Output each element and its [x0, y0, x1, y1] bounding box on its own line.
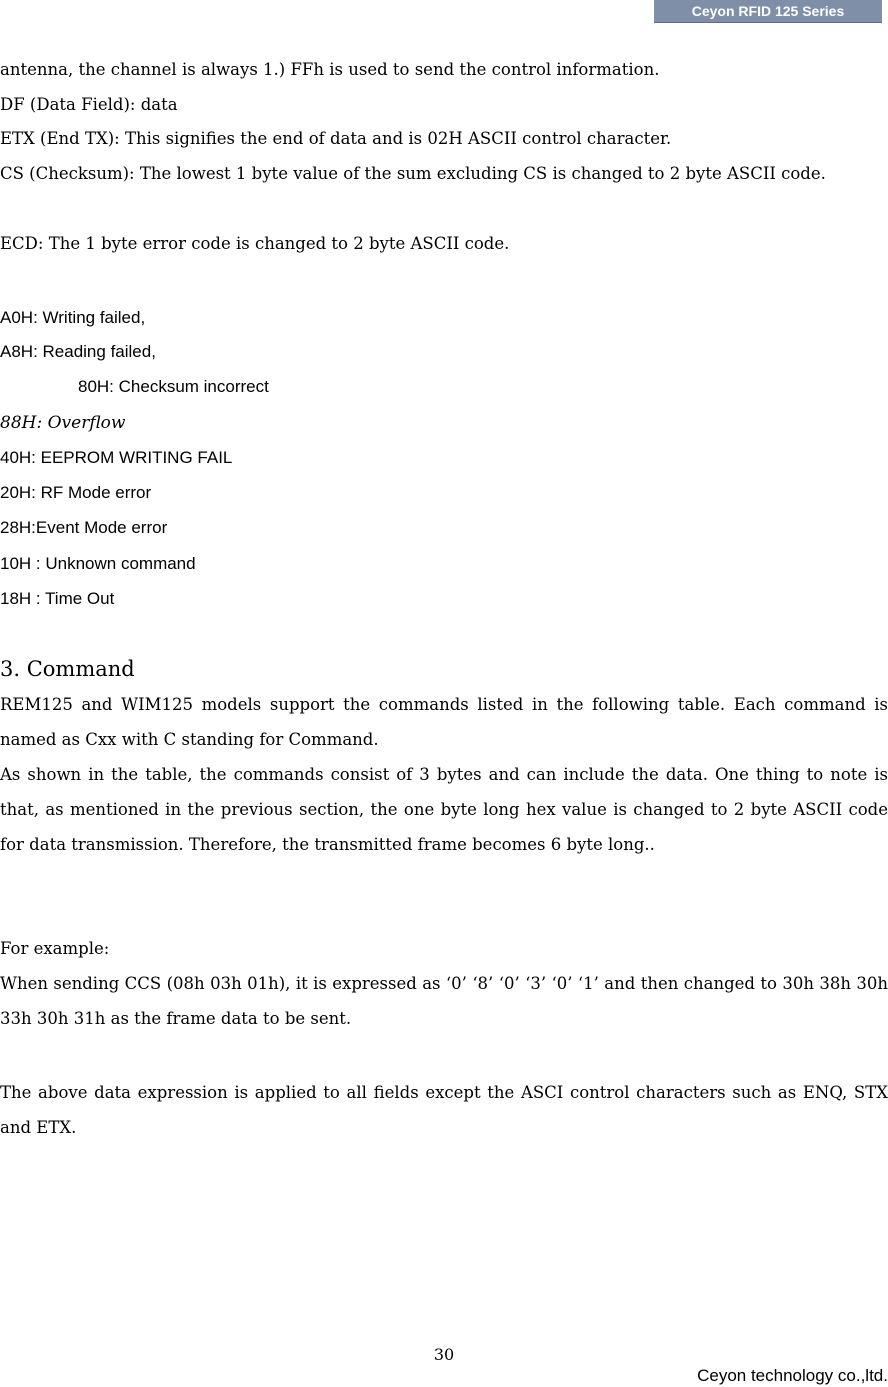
- intro-line-checksum: CS (Checksum): The lowest 1 byte value of the sum excluding CS is changed to 2 byte ASCII code.: [0, 164, 826, 183]
- closing-paragraph: The above data expression is applied to all fields except the ASCI control characters such as ENQ, STX and ETX.: [0, 1083, 888, 1137]
- error-code-20h: 20H: RF Mode error: [0, 483, 152, 502]
- footer-company-name: Ceyon technology co.,ltd.: [697, 1366, 888, 1385]
- intro-line-data-field: DF (Data Field): data: [0, 95, 178, 114]
- error-code-28h: 28H:Event Mode error: [0, 518, 168, 537]
- error-code-80h: 80H: Checksum incorrect: [78, 377, 269, 396]
- error-code-a0h: A0H: Writing failed,: [0, 308, 146, 327]
- section-heading: 3. Command: [0, 657, 135, 681]
- error-code-18h: 18H : Time Out: [0, 589, 115, 608]
- command-paragraph-1: REM125 and WIM125 models support the commands listed in the following table. Each command is named as Cxx with C standing for Command.: [0, 695, 888, 749]
- intro-line-etx: ETX (End TX): This signifies the end of data and is 02H ASCII control character.: [0, 129, 672, 148]
- page-number: 30: [433, 1345, 455, 1364]
- example-text: When sending CCS (08h 03h 01h), it is expressed as ‘0’ ‘8’ ‘0’ ‘3’ ‘0’ ‘1’ and then changed to 30h 38h 30h 33h 30h 31h as the frame data to be sent.: [0, 974, 888, 1028]
- error-code-40h: 40H: EEPROM WRITING FAIL: [0, 448, 233, 467]
- example-label: For example:: [0, 939, 110, 958]
- intro-line-ecd: ECD: The 1 byte error code is changed to 2 byte ASCII code.: [0, 234, 510, 253]
- error-code-88h: 88H: Overflow: [0, 413, 126, 433]
- header-series-badge: Ceyon RFID 125 Series: [654, 0, 882, 23]
- intro-line-channel: antenna, the channel is always 1.) FFh is used to send the control information.: [0, 60, 660, 79]
- error-code-a8h: A8H: Reading failed,: [0, 342, 156, 361]
- command-paragraph-2: As shown in the table, the commands consist of 3 bytes and can include the data. One thing to note is that, as mentioned in the previous section, the one byte long hex value is changed to 2 byte ASCII code for data transmission. Therefore, the transmitted frame becomes 6 byte long..: [0, 765, 888, 854]
- error-code-10h: 10H : Unknown command: [0, 554, 196, 573]
